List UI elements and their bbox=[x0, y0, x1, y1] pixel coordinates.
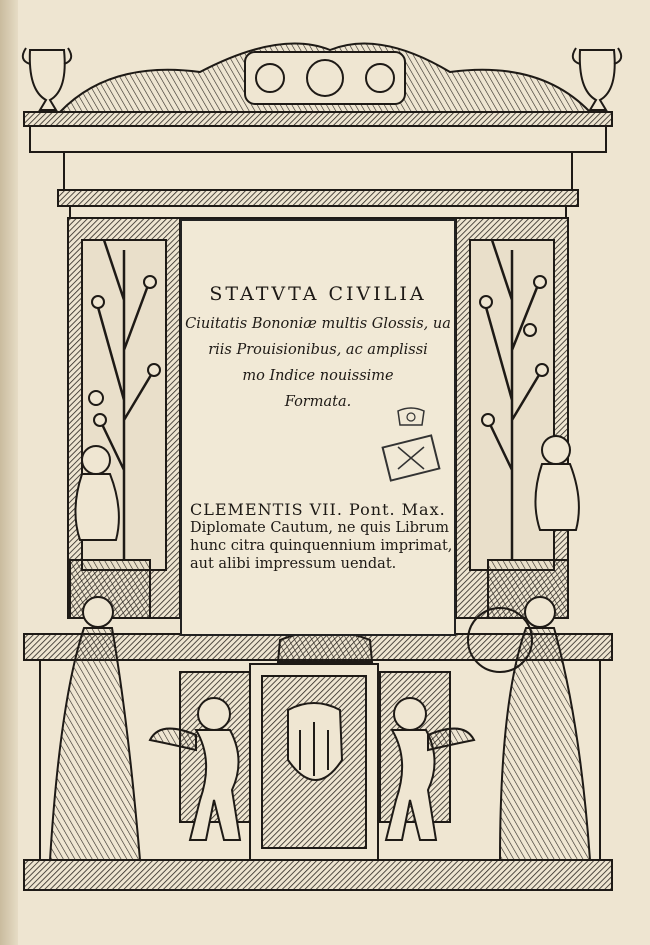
title-block bbox=[182, 283, 454, 415]
coat-of-arms-icon bbox=[250, 631, 378, 860]
title-panel bbox=[180, 219, 456, 636]
privilege-notice bbox=[190, 501, 454, 573]
subtitle-line-3: mo Indice nouissime bbox=[242, 368, 394, 384]
subtitle-line-1: Ciuitatis Bononiæ multis Glossis, ua bbox=[185, 316, 451, 332]
privilege-line-1: CLEMENTIS VII. Pont. Max. bbox=[190, 500, 446, 519]
subtitle-line-4: Formata. bbox=[284, 394, 352, 410]
privilege-line-3: hunc citra quinquennium imprimat, bbox=[190, 538, 453, 554]
privilege-line-2: Diplomate Cautum, ne quis Librum bbox=[190, 520, 449, 536]
library-stamp-icon bbox=[378, 407, 444, 487]
subtitle-line-2: riis Prouisionibus, ac amplissi bbox=[208, 342, 428, 358]
privilege-line-4: aut alibi impressum uendat. bbox=[190, 556, 397, 572]
main-title: STATVTA CIVILIA bbox=[209, 283, 427, 305]
